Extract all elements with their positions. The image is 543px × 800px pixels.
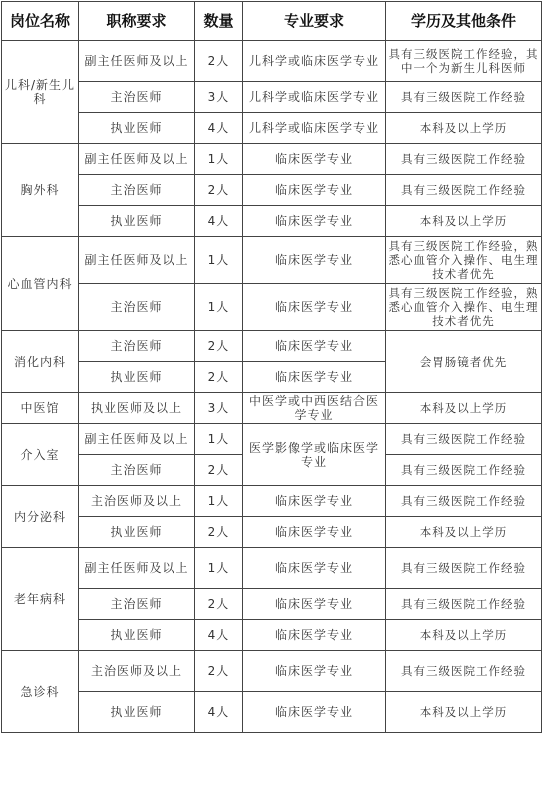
table-row bbox=[2, 113, 542, 144]
major-cell: 临床医学专业 bbox=[243, 548, 386, 589]
major-cell: 临床医学专业 bbox=[243, 486, 386, 517]
major-cell: 儿科学或临床医学专业 bbox=[243, 113, 386, 144]
major-cell: 临床医学专业 bbox=[243, 589, 386, 620]
condition-cell: 具有三级医院工作经验，熟悉心血管介入操作、电生理技术者优先 bbox=[386, 284, 542, 331]
department-name: 介入室 bbox=[2, 424, 79, 486]
title-cell: 副主任医师及以上 bbox=[79, 144, 195, 175]
table-row bbox=[2, 692, 542, 733]
condition-cell: 本科及以上学历 bbox=[386, 206, 542, 237]
table-row bbox=[2, 175, 542, 206]
count-cell: 2人 bbox=[195, 41, 243, 82]
title-cell: 主治医师 bbox=[79, 455, 195, 486]
count-cell: 2人 bbox=[195, 589, 243, 620]
table-row bbox=[2, 393, 542, 424]
department-name: 心血管内科 bbox=[2, 237, 79, 331]
count-cell: 3人 bbox=[195, 393, 243, 424]
count-cell: 2人 bbox=[195, 362, 243, 393]
count-cell: 1人 bbox=[195, 237, 243, 284]
table-row bbox=[2, 144, 542, 175]
major-cell: 医学影像学或临床医学专业 bbox=[243, 424, 386, 486]
count-cell: 4人 bbox=[195, 692, 243, 733]
count-cell: 4人 bbox=[195, 113, 243, 144]
table-row bbox=[2, 284, 542, 331]
table-row bbox=[2, 620, 542, 651]
major-cell: 临床医学专业 bbox=[243, 284, 386, 331]
header-position: 岗位名称 bbox=[2, 2, 79, 41]
major-cell: 临床医学专业 bbox=[243, 517, 386, 548]
condition-cell: 具有三级医院工作经验 bbox=[386, 455, 542, 486]
major-cell: 临床医学专业 bbox=[243, 620, 386, 651]
table-row bbox=[2, 237, 542, 284]
major-cell: 儿科学或临床医学专业 bbox=[243, 41, 386, 82]
title-cell: 主治医师及以上 bbox=[79, 651, 195, 692]
title-cell: 执业医师 bbox=[79, 206, 195, 237]
condition-cell: 具有三级医院工作经验 bbox=[386, 486, 542, 517]
major-cell: 临床医学专业 bbox=[243, 362, 386, 393]
title-cell: 副主任医师及以上 bbox=[79, 237, 195, 284]
table-row bbox=[2, 41, 542, 82]
condition-cell: 具有三级医院工作经验 bbox=[386, 548, 542, 589]
title-cell: 执业医师 bbox=[79, 620, 195, 651]
count-cell: 1人 bbox=[195, 424, 243, 455]
title-cell: 主治医师及以上 bbox=[79, 486, 195, 517]
title-cell: 执业医师 bbox=[79, 113, 195, 144]
condition-cell: 具有三级医院工作经验 bbox=[386, 651, 542, 692]
title-cell: 执业医师 bbox=[79, 362, 195, 393]
title-cell: 主治医师 bbox=[79, 82, 195, 113]
title-cell: 执业医师及以上 bbox=[79, 393, 195, 424]
condition-cell: 本科及以上学历 bbox=[386, 620, 542, 651]
title-cell: 执业医师 bbox=[79, 517, 195, 548]
table-row bbox=[2, 331, 542, 362]
count-cell: 1人 bbox=[195, 284, 243, 331]
table-row bbox=[2, 424, 542, 455]
header-row bbox=[2, 2, 542, 41]
title-cell: 主治医师 bbox=[79, 589, 195, 620]
count-cell: 1人 bbox=[195, 144, 243, 175]
condition-cell: 具有三级医院工作经验 bbox=[386, 144, 542, 175]
major-cell: 临床医学专业 bbox=[243, 144, 386, 175]
title-cell: 执业医师 bbox=[79, 692, 195, 733]
count-cell: 2人 bbox=[195, 175, 243, 206]
header-education-conditions: 学历及其他条件 bbox=[386, 2, 542, 41]
table-row bbox=[2, 651, 542, 692]
department-name: 老年病科 bbox=[2, 548, 79, 651]
condition-cell: 具有三级医院工作经验，熟悉心血管介入操作、电生理技术者优先 bbox=[386, 237, 542, 284]
condition-cell: 本科及以上学历 bbox=[386, 692, 542, 733]
major-cell: 临床医学专业 bbox=[243, 331, 386, 362]
condition-cell: 本科及以上学历 bbox=[386, 113, 542, 144]
condition-cell: 具有三级医院工作经验，其中一个为新生儿科医师 bbox=[386, 41, 542, 82]
major-cell: 临床医学专业 bbox=[243, 206, 386, 237]
major-cell: 临床医学专业 bbox=[243, 692, 386, 733]
major-cell: 中医学或中西医结合医学专业 bbox=[243, 393, 386, 424]
count-cell: 1人 bbox=[195, 486, 243, 517]
condition-cell: 具有三级医院工作经验 bbox=[386, 424, 542, 455]
title-cell: 主治医师 bbox=[79, 331, 195, 362]
department-name: 内分泌科 bbox=[2, 486, 79, 548]
condition-cell: 具有三级医院工作经验 bbox=[386, 175, 542, 206]
title-cell: 主治医师 bbox=[79, 175, 195, 206]
major-cell: 儿科学或临床医学专业 bbox=[243, 82, 386, 113]
table-row bbox=[2, 589, 542, 620]
count-cell: 2人 bbox=[195, 455, 243, 486]
table-row bbox=[2, 82, 542, 113]
count-cell: 2人 bbox=[195, 517, 243, 548]
condition-cell: 会胃肠镜者优先 bbox=[386, 331, 542, 393]
title-cell: 主治医师 bbox=[79, 284, 195, 331]
table-row bbox=[2, 548, 542, 589]
condition-cell: 本科及以上学历 bbox=[386, 517, 542, 548]
header-major-requirement: 专业要求 bbox=[243, 2, 386, 41]
department-name: 胸外科 bbox=[2, 144, 79, 237]
recruitment-table bbox=[1, 1, 542, 733]
count-cell: 2人 bbox=[195, 651, 243, 692]
table-row bbox=[2, 206, 542, 237]
major-cell: 临床医学专业 bbox=[243, 651, 386, 692]
condition-cell: 本科及以上学历 bbox=[386, 393, 542, 424]
condition-cell: 具有三级医院工作经验 bbox=[386, 82, 542, 113]
table-row bbox=[2, 486, 542, 517]
count-cell: 1人 bbox=[195, 548, 243, 589]
department-name: 儿科/新生儿科 bbox=[2, 41, 79, 144]
count-cell: 4人 bbox=[195, 620, 243, 651]
title-cell: 副主任医师及以上 bbox=[79, 548, 195, 589]
department-name: 消化内科 bbox=[2, 331, 79, 393]
major-cell: 临床医学专业 bbox=[243, 175, 386, 206]
header-title-requirement: 职称要求 bbox=[79, 2, 195, 41]
department-name: 中医馆 bbox=[2, 393, 79, 424]
title-cell: 副主任医师及以上 bbox=[79, 424, 195, 455]
count-cell: 3人 bbox=[195, 82, 243, 113]
department-name: 急诊科 bbox=[2, 651, 79, 733]
major-cell: 临床医学专业 bbox=[243, 237, 386, 284]
header-count: 数量 bbox=[195, 2, 243, 41]
condition-cell: 具有三级医院工作经验 bbox=[386, 589, 542, 620]
title-cell: 副主任医师及以上 bbox=[79, 41, 195, 82]
count-cell: 2人 bbox=[195, 331, 243, 362]
table-row bbox=[2, 517, 542, 548]
count-cell: 4人 bbox=[195, 206, 243, 237]
